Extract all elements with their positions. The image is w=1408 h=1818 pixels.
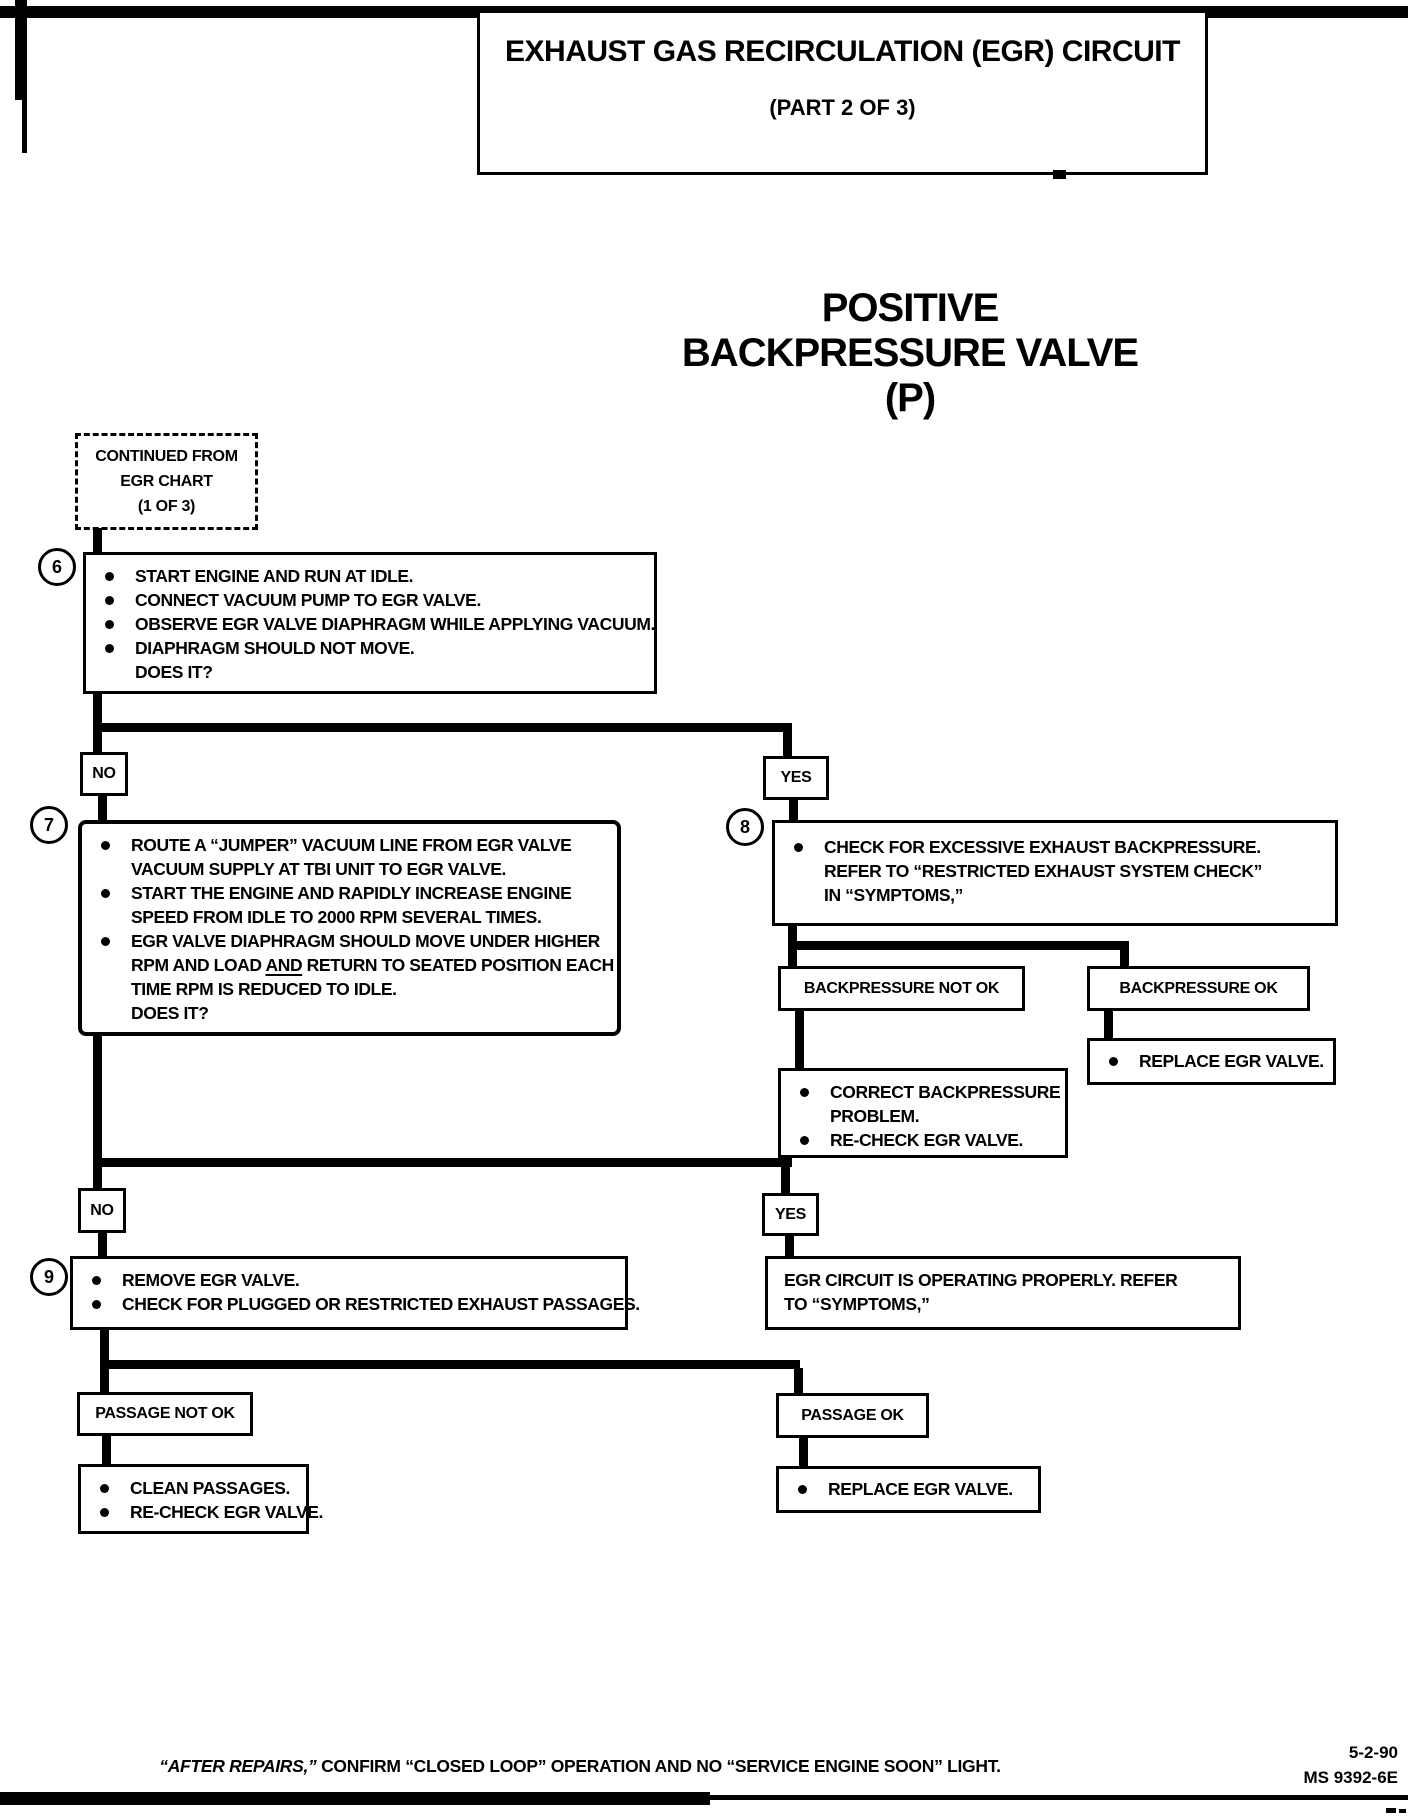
step-7-item-cont: SPEED FROM IDLE TO 2000 RPM SEVERAL TIMES. (131, 907, 542, 927)
step-7-box (78, 820, 621, 1036)
valve-heading-line1: POSITIVE (821, 286, 999, 330)
document-id-block (1220, 1740, 1398, 1790)
bullet-icon (1109, 1057, 1118, 1066)
step-7-question: DOES IT? (131, 1003, 209, 1023)
step-9-number (30, 1258, 68, 1296)
step-number-text: 8 (739, 816, 750, 837)
clean-passages-item: CLEAN PASSAGES. (81, 1476, 300, 1500)
bullet-icon (101, 937, 110, 946)
underlined-word: AND (265, 955, 303, 975)
correct-bp-item: RE-CHECK EGR VALVE. (781, 1128, 1059, 1152)
step-7-number (30, 806, 68, 844)
after-repairs-italic: “AFTER REPAIRS,” (159, 1756, 317, 1776)
passage-ok-label: PASSAGE OK (776, 1393, 929, 1438)
step-6-item: DIAPHRAGM SHOULD NOT MOVE. (86, 636, 648, 660)
step-6-box (83, 552, 657, 694)
page-border-left-thin (22, 95, 27, 153)
scan-artifact-mark (1399, 1809, 1406, 1813)
continued-line: CONTINUED FROM (95, 448, 238, 465)
bullet-icon (92, 1276, 101, 1285)
flow-connector (789, 798, 798, 822)
valve-heading (620, 286, 1200, 421)
step-6-number (38, 548, 76, 586)
step-7-item: ROUTE A “JUMPER” VACUUM LINE FROM EGR VALVE (82, 833, 611, 857)
step-7-item: EGR VALVE DIAPHRAGM SHOULD MOVE UNDER HIGHER (82, 929, 611, 953)
correct-backpressure-box (778, 1068, 1068, 1158)
step-8-item-cont: IN “SYMPTOMS,” (824, 885, 963, 905)
flow-connector (788, 941, 1129, 950)
decision1-no-label: NO (80, 752, 128, 796)
flow-connector (93, 1158, 792, 1167)
continued-line: (1 OF 3) (137, 498, 196, 515)
step-6-item: START ENGINE AND RUN AT IDLE. (86, 564, 648, 588)
flow-connector (781, 1166, 790, 1194)
page-part-subtitle: (PART 2 OF 3) (769, 95, 916, 120)
flow-connector (794, 1368, 803, 1394)
valve-heading-line3: (P) (884, 376, 936, 420)
flow-connector (93, 528, 102, 554)
page-border-left (15, 0, 27, 100)
continued-line: EGR CHART (120, 473, 213, 490)
valve-heading-line2: BACKPRESSURE VALVE (681, 331, 1139, 375)
step-9-item: CHECK FOR PLUGGED OR RESTRICTED EXHAUST PASSAGES. (73, 1292, 619, 1316)
step-7-item-cont: RPM AND LOAD AND RETURN TO SEATED POSITION EACH (131, 955, 614, 975)
correct-bp-item: CORRECT BACKPRESSURE (781, 1080, 1059, 1104)
decision2-no-label: NO (78, 1188, 126, 1233)
step-7-item: START THE ENGINE AND RAPIDLY INCREASE ENGINE (82, 881, 611, 905)
bullet-icon (101, 889, 110, 898)
scan-artifact-tick (1053, 170, 1066, 179)
flow-connector (102, 1434, 111, 1464)
step-number-text: 9 (43, 1266, 54, 1287)
bullet-icon (800, 1136, 809, 1145)
step-number-text: 6 (51, 556, 62, 577)
flow-connector (1120, 948, 1129, 968)
bullet-icon (105, 644, 114, 653)
step-7-item-cont: TIME RPM IS REDUCED TO IDLE. (131, 979, 397, 999)
flow-connector (100, 1360, 800, 1369)
flow-connector (98, 1231, 107, 1259)
egr-ok-text: TO “SYMPTOMS,” (784, 1294, 930, 1314)
page-border-bottom-thick (0, 1792, 710, 1805)
replace-egr-item: REPLACE EGR VALVE. (1090, 1049, 1327, 1073)
bullet-icon (794, 843, 803, 852)
step-6-item: OBSERVE EGR VALVE DIAPHRAGM WHILE APPLYING VACUUM. (86, 612, 648, 636)
bullet-icon (105, 596, 114, 605)
bullet-icon (798, 1485, 807, 1494)
continued-from-box (75, 433, 258, 530)
page-title: EXHAUST GAS RECIRCULATION (EGR) CIRCUIT (505, 35, 1180, 68)
bullet-icon (800, 1088, 809, 1097)
correct-bp-item-cont: PROBLEM. (830, 1106, 920, 1126)
decision2-yes-label: YES (762, 1193, 819, 1236)
bullet-icon (100, 1508, 109, 1517)
egr-operating-properly-box (765, 1256, 1241, 1330)
step-8-item-cont: REFER TO “RESTRICTED EXHAUST SYSTEM CHECK” (824, 861, 1262, 881)
bullet-icon (92, 1300, 101, 1309)
scan-artifact-mark (1386, 1808, 1396, 1813)
document-number: MS 9392-6E (1303, 1768, 1398, 1787)
step-8-number (726, 808, 764, 846)
bullet-icon (105, 620, 114, 629)
replace-egr-valve-right-box (1087, 1038, 1336, 1085)
flow-connector (795, 1009, 804, 1069)
step-7-item-cont: VACUUM SUPPLY AT TBI UNIT TO EGR VALVE. (131, 859, 506, 879)
flow-connector (1104, 1009, 1113, 1039)
step-number-text: 7 (43, 814, 54, 835)
after-repairs-note (75, 1756, 1085, 1777)
backpressure-ok-label: BACKPRESSURE OK (1087, 966, 1310, 1011)
after-repairs-rest: CONFIRM “CLOSED LOOP” OPERATION AND NO “SERVICE ENGINE SOON” LIGHT. (316, 1756, 1001, 1776)
bullet-icon (101, 841, 110, 850)
clean-passages-item: RE-CHECK EGR VALVE. (81, 1500, 300, 1524)
flow-connector (783, 731, 792, 758)
page-border-bottom-thin (710, 1795, 1408, 1800)
bullet-icon (105, 572, 114, 581)
revision-date: 5-2-90 (1348, 1743, 1398, 1762)
replace-egr-valve-bottom-box (776, 1466, 1041, 1513)
step-6-item: CONNECT VACUUM PUMP TO EGR VALVE. (86, 588, 648, 612)
flow-connector (799, 1436, 808, 1466)
egr-ok-text: EGR CIRCUIT IS OPERATING PROPERLY. REFER (784, 1270, 1178, 1290)
step-9-item: REMOVE EGR VALVE. (73, 1268, 619, 1292)
step-8-box (772, 820, 1338, 926)
clean-passages-box (78, 1464, 324, 1534)
step-6-question: DOES IT? (135, 662, 213, 682)
replace-egr-item: REPLACE EGR VALVE. (779, 1477, 1032, 1501)
step-9-box (70, 1256, 640, 1330)
step-8-item: CHECK FOR EXCESSIVE EXHAUST BACKPRESSURE. (775, 835, 1329, 859)
flow-connector (93, 723, 792, 732)
bullet-icon (100, 1484, 109, 1493)
flow-connector (98, 794, 107, 822)
title-box (477, 10, 1208, 175)
passage-not-ok-label: PASSAGE NOT OK (77, 1392, 253, 1436)
decision1-yes-label: YES (763, 756, 829, 800)
backpressure-not-ok-label: BACKPRESSURE NOT OK (778, 966, 1025, 1011)
